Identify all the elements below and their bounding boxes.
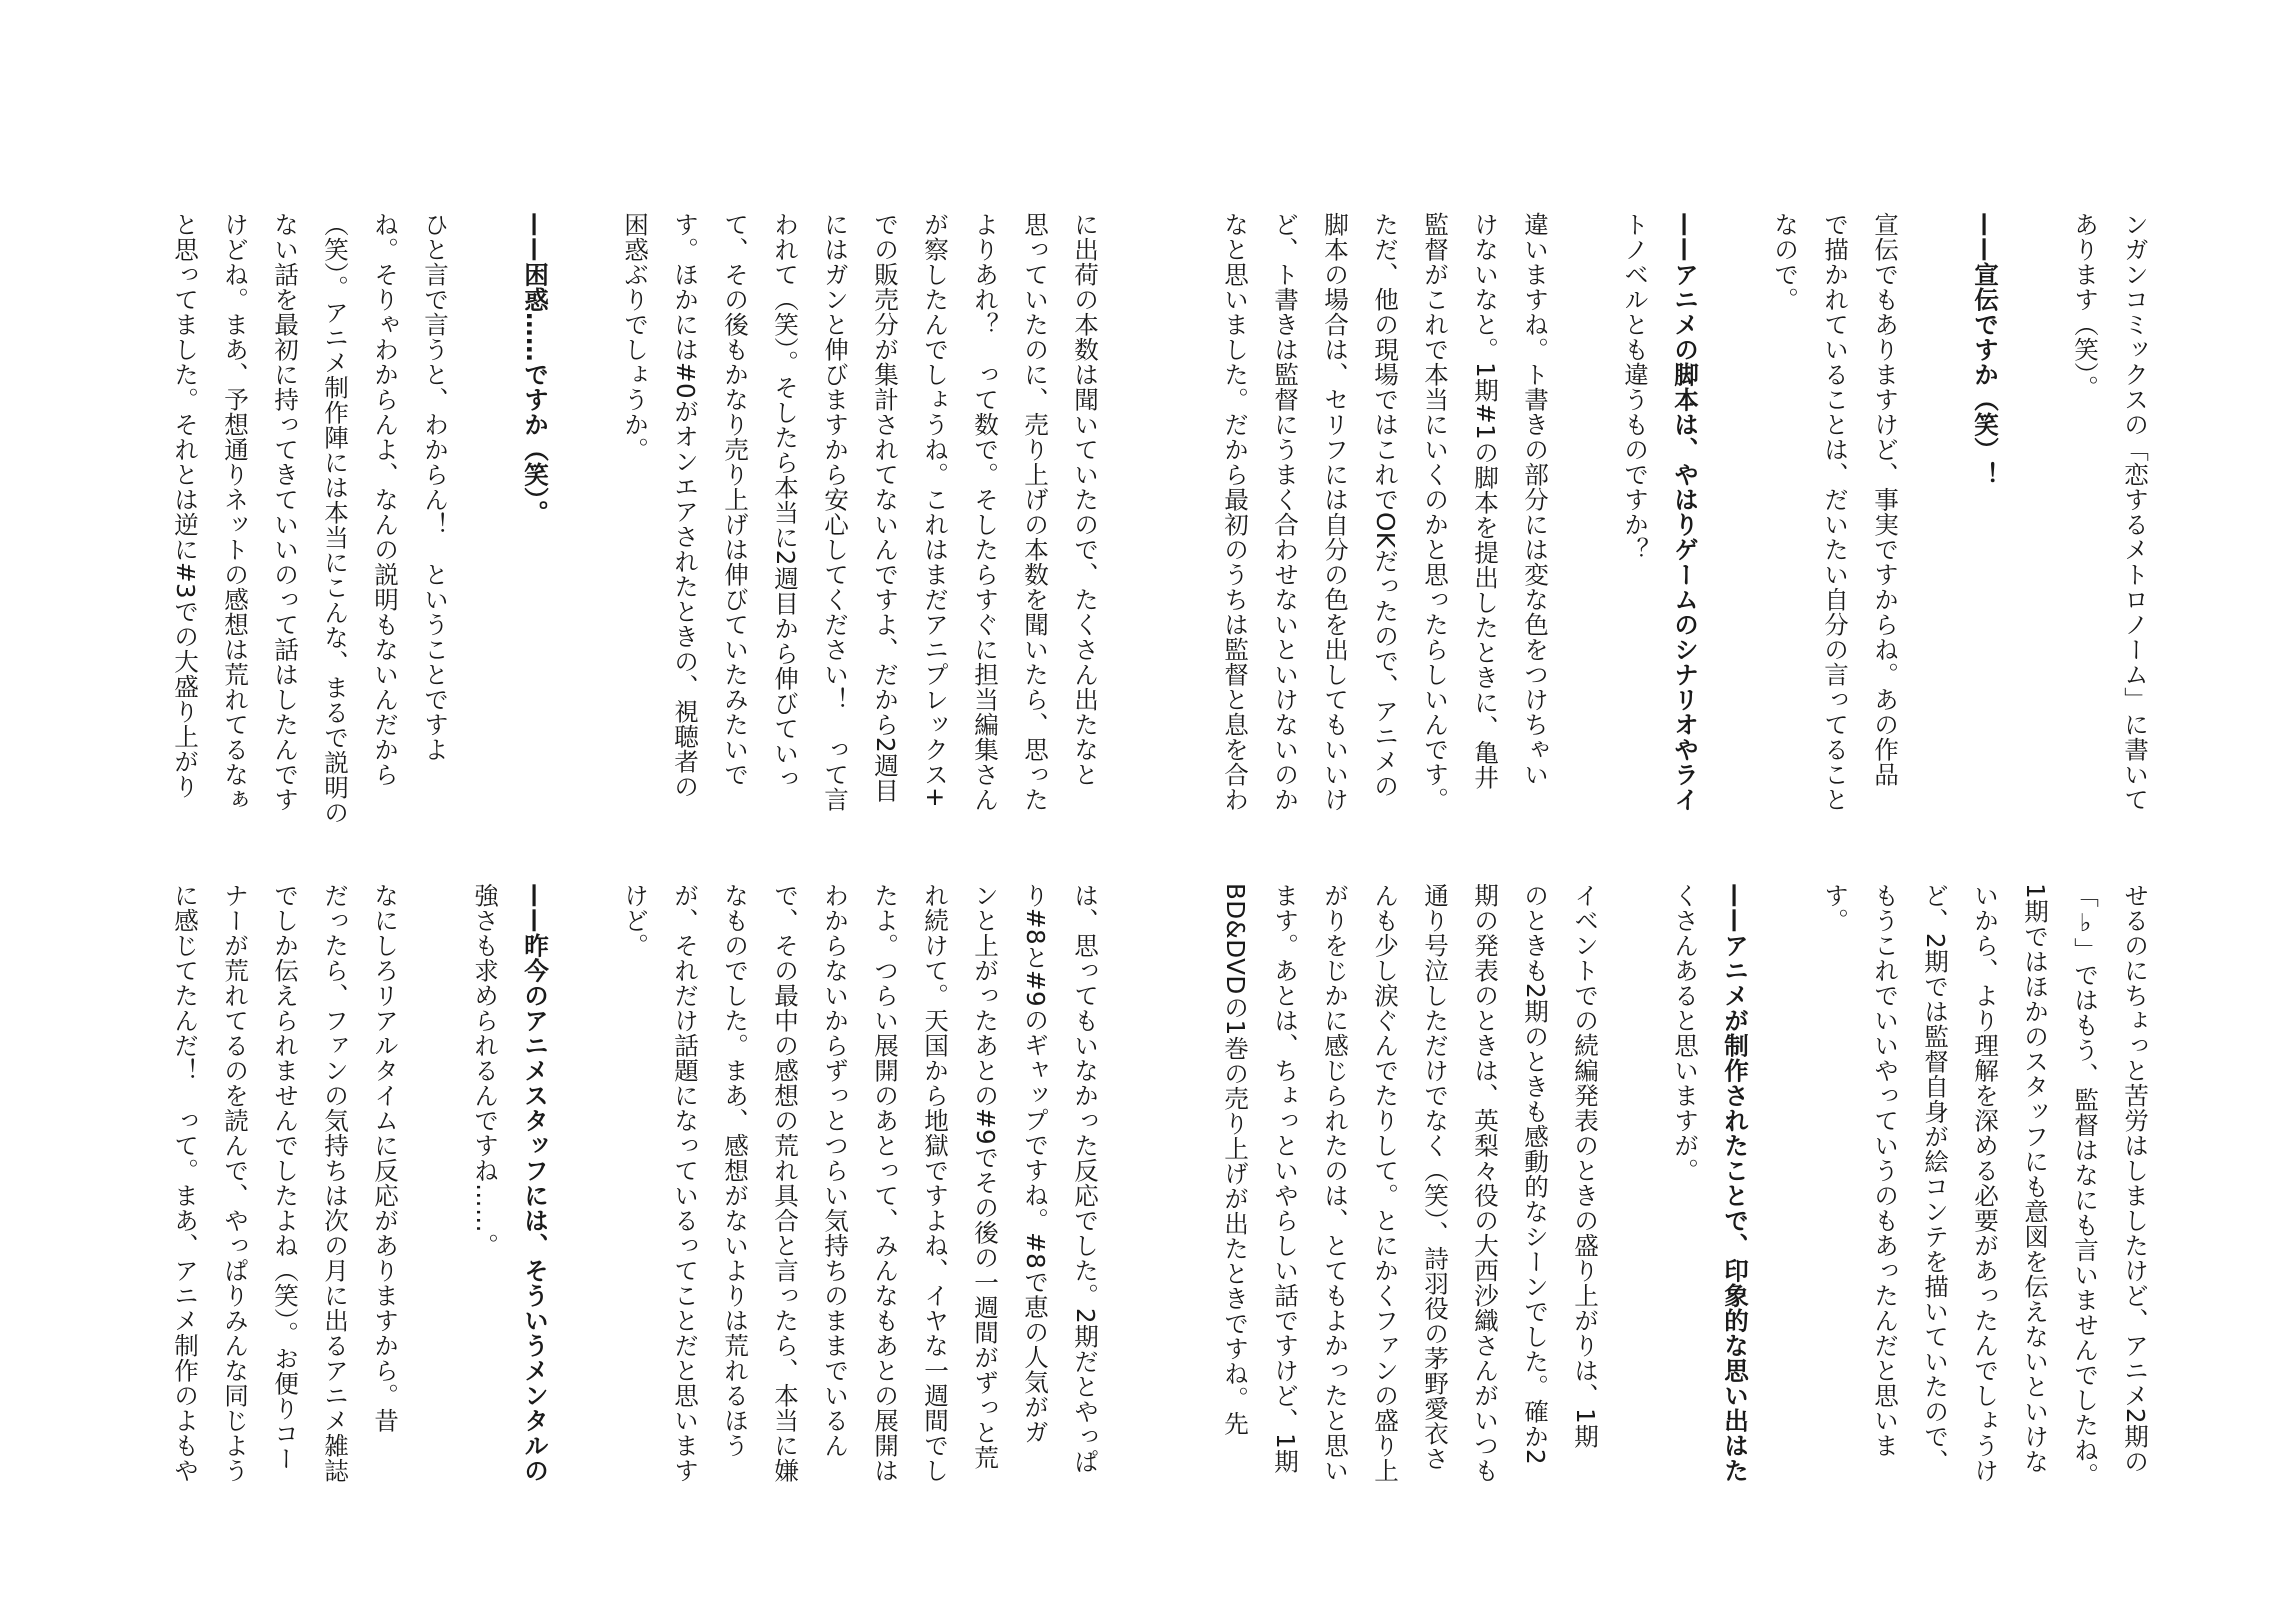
- text-line: [1560, 212, 1610, 902]
- text-line: （笑）。アニメ制作陣には本当にこんな、まるで説明の: [321, 212, 350, 825]
- text-line: 「♭」ではもう、監督はなにも言いませんでしたね。: [2071, 883, 2100, 1488]
- text-line: す。ほかには#0がオンエアされたときの、視聴者の: [671, 212, 700, 800]
- interviewer-question-line: ——困惑……ですか（笑）。: [521, 212, 550, 525]
- text-line: は、思ってもいなかった反応でした。2期だとやっぱ: [1071, 883, 1100, 1475]
- text-line: 監督がこれで本当にいくのかと思ったらしいんです。: [1421, 212, 1450, 812]
- text-line: わからないからずっとつらい気持ちのままでいるん: [821, 883, 850, 1458]
- text-line: [560, 212, 610, 902]
- text-line: [410, 883, 460, 1523]
- text-line: BD&DVDの1巻の売り上げが出たときですね。先: [1221, 883, 1250, 1436]
- text-line: 強さも求められるんですね……。: [471, 883, 500, 1258]
- text-line: いから、より理解を深める必要があったんでしょうけ: [1971, 883, 2000, 1483]
- text-line: に感じてたんだ！ って。まあ、アニメ制作のよもや: [171, 883, 200, 1483]
- text-line: [2010, 212, 2060, 902]
- text-line: 通り号泣しただけでなく（笑）、詩羽役の茅野愛衣さ: [1421, 883, 1450, 1471]
- text-line: けどね。まあ、予想通りネットの感想は荒れてるなぁ: [221, 212, 250, 812]
- text-line: り#8と#9のギャップですね。#8で恵の人気がガ: [1021, 883, 1050, 1445]
- text-line: [1710, 212, 1760, 902]
- text-line: なものでした。まあ、感想がないよりは荒れるほう: [721, 883, 750, 1458]
- interviewer-question-line: ——アニメが制作されたことで、印象的な思い出はた: [1721, 883, 1750, 1483]
- text-line: でしか伝えられませんでしたよね（笑）。お便りコー: [271, 883, 300, 1471]
- text-line: トノベルとも違うものですか？: [1621, 212, 1650, 562]
- interviewer-question-line: ——宣伝ですか（笑）！: [1971, 212, 2000, 487]
- text-line: われて（笑）。そしたら本当に2週目から伸びていっ: [771, 212, 800, 791]
- text-line: けど。: [621, 883, 650, 958]
- text-line: が、それだけ話題になっているってことだと思います: [671, 883, 700, 1483]
- text-line: [1160, 883, 1210, 1523]
- text-line: 宣伝でもありますけど、事実ですからね。あの作品: [1871, 212, 1900, 787]
- text-line: れ続けて。天国から地獄ですよね、イヤな一週間でし: [921, 883, 950, 1483]
- text-line: での販売分が集計されてないんですよ、だから2週目: [871, 212, 900, 804]
- text-line: あります（笑）。: [2071, 212, 2100, 400]
- text-line: に出荷の本数は聞いていたので、たくさん出たなと: [1071, 212, 1100, 787]
- text-line: にはガンと伸びますから安心してください！ って言: [821, 212, 850, 812]
- text-line: 脚本の場合は、セリフには自分の色を出してもいいけ: [1321, 212, 1350, 812]
- text-line: よりあれ？ って数で。そしたらすぐに担当編集さん: [971, 212, 1000, 812]
- text-line: [1160, 212, 1210, 902]
- text-line: がりをじかに感じられたのは、とてもよかったと思い: [1321, 883, 1350, 1483]
- text-line: が察したんでしょうね。これはまだアニプレックス+: [921, 212, 950, 809]
- upper-text-column: [160, 212, 2160, 902]
- text-line: す。: [1821, 883, 1850, 933]
- text-line: で、その最中の感想の荒れ具合と言ったら、本当に嫌: [771, 883, 800, 1483]
- text-line: て、その後もかなり売り上げは伸びていたみたいで: [721, 212, 750, 787]
- text-line: ない話を最初に持ってきていいのって話はしたんです: [271, 212, 300, 812]
- text-line: [1610, 883, 1660, 1523]
- text-line: イベントでの続編発表のときの盛り上がりは、1期: [1571, 883, 1600, 1450]
- text-line: ます。あとは、ちょっといやらしい話ですけど、1期: [1271, 883, 1300, 1475]
- text-line: [1910, 212, 1960, 902]
- text-line: で描かれていることは、だいたい自分の言ってること: [1821, 212, 1850, 812]
- text-line: だったら、ファンの気持ちは次の月に出るアニメ雑誌: [321, 883, 350, 1483]
- text-line: ね。そりゃわからんよ、なんの説明もないんだから: [371, 212, 400, 787]
- text-line: ど、ト書きは監督にうまく合わせないといけないのか: [1271, 212, 1300, 812]
- text-line: のときも2期のときも感動的なシーンでした。確か2: [1521, 883, 1550, 1466]
- lower-text-column: [160, 883, 2160, 1523]
- upper-text-tier: [120, 212, 2160, 902]
- text-line: [560, 883, 610, 1523]
- text-line: 思っていたのに、売り上げの本数を聞いたら、思った: [1021, 212, 1050, 812]
- text-line: [1110, 212, 1160, 902]
- text-line: けないなと。1期#1の脚本を提出したときに、亀井: [1471, 212, 1500, 791]
- interviewer-question-line: ——昨今のアニメスタッフには、そういうメンタルの: [521, 883, 550, 1483]
- interviewer-question-line: ——アニメの脚本は、やはりゲームのシナリオやライ: [1671, 212, 1700, 812]
- text-line: ナーが荒れてるのを読んで、やっぱりみんな同じよう: [221, 883, 250, 1483]
- text-line: せるのにちょっと苦労はしましたけど、アニメ2期の: [2121, 883, 2150, 1475]
- text-line: ンと上がったあとの#9でその後の一週間がずっと荒: [971, 883, 1000, 1471]
- text-line: ひと言で言うと、わからん！ ということですよ: [421, 212, 450, 762]
- text-line: ンガンコミックスの「恋するメトロノーム」に書いて: [2121, 212, 2150, 812]
- text-line: んも少し涙ぐんでたりして。とにかくファンの盛り上: [1371, 883, 1400, 1483]
- text-line: なにしろリアルタイムに反応がありますから。昔: [371, 883, 400, 1433]
- text-line: [460, 212, 510, 902]
- text-line: なので。: [1771, 212, 1800, 312]
- text-line: くさんあると思いますが。: [1671, 883, 1700, 1183]
- text-line: ただ、他の現場ではこれでOKだったので、アニメの: [1371, 212, 1400, 799]
- text-line: [1110, 883, 1160, 1523]
- lower-text-tier: [120, 883, 2160, 1523]
- text-line: [1760, 883, 1810, 1523]
- text-line: ど、2期では監督自身が絵コンテを描いていたので、: [1921, 883, 1950, 1475]
- text-line: 困惑ぶりでしょうか。: [621, 212, 650, 462]
- text-line: 1期ではほかのスタッフにも意図を伝えないといけな: [2021, 883, 2050, 1475]
- text-line: 違いますね。ト書きの部分には変な色をつけちゃい: [1521, 212, 1550, 787]
- text-line: もうこれでいいやっていうのもあったんだと思いま: [1871, 883, 1900, 1458]
- text-line: なと思いました。だから最初のうちは監督と息を合わ: [1221, 212, 1250, 812]
- text-line: たよ。つらい展開のあとって、みんなもあとの展開は: [871, 883, 900, 1483]
- text-line: と思ってました。それとは逆に#3での大盛り上がり: [171, 212, 200, 800]
- text-line: 期の発表のときは、英梨々役の大西沙織さんがいつも: [1471, 883, 1500, 1483]
